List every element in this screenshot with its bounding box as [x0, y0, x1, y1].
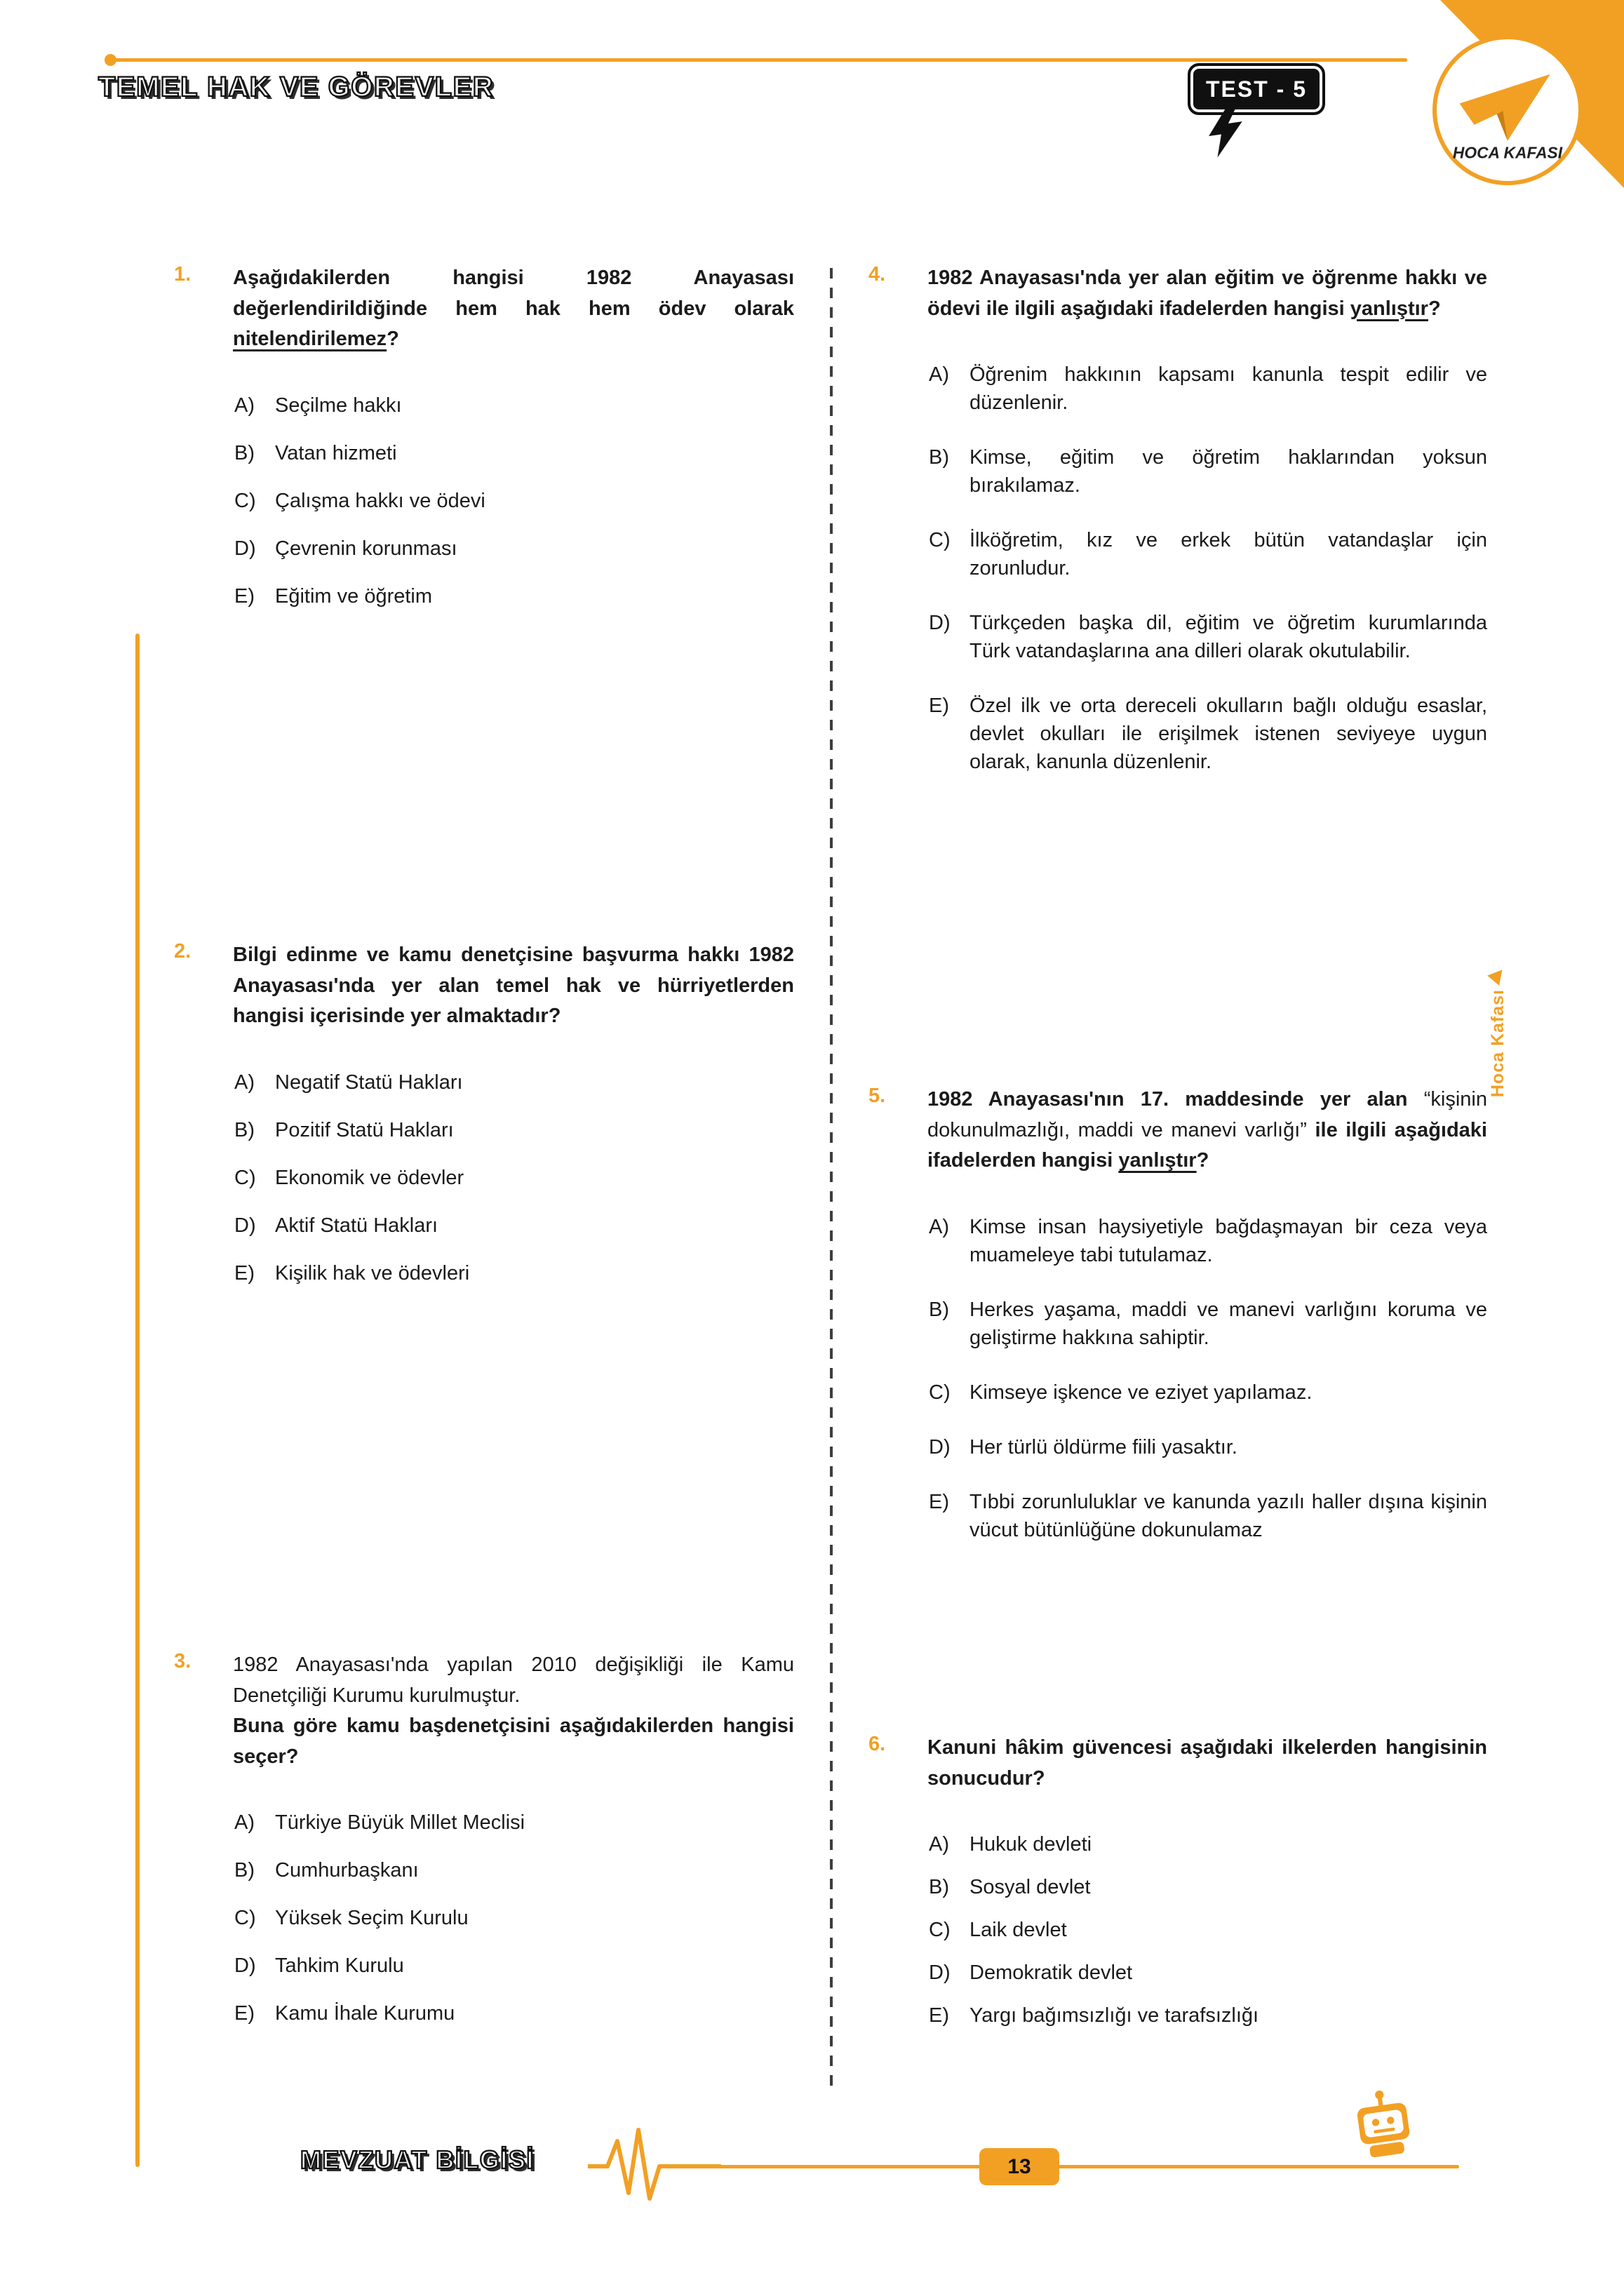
option-row [234, 1809, 794, 1837]
option-text: Yüksek Seçim Kurulu [275, 1907, 469, 1930]
option-row [929, 1296, 1487, 1352]
option-text: Pozitif Statü Hakları [275, 1118, 454, 1141]
option-label: A) [929, 1833, 949, 1856]
option-label: D) [234, 1954, 256, 1978]
brand-logo [1432, 35, 1583, 185]
option-text: Laik devlet [969, 1919, 1067, 1942]
option-row [234, 439, 794, 467]
question-text: Aşağıdakilerden hangisi 1982 Anayasası değerlendirildiğinde hem hak hem ödev olarak nitelendirilemez? [233, 267, 794, 350]
option-label: C) [929, 529, 951, 552]
option-row [234, 1164, 794, 1192]
option-label: E) [929, 1490, 949, 1513]
option-text: Kamu İhale Kurumu [275, 2002, 455, 2025]
option-text: Negatif Statü Hakları [275, 1071, 463, 1094]
option-label: E) [929, 695, 949, 718]
book-title: MEVZUAT BİLGİSİ [300, 2145, 535, 2174]
option-text: Aktif Statü Hakları [275, 1214, 438, 1237]
ekg-pulse-icon [588, 2124, 721, 2208]
option-row [929, 1488, 1487, 1544]
question-6 [868, 1733, 1487, 2044]
question-number: 6. [868, 1733, 886, 1755]
column-divider [830, 268, 833, 2092]
option-row [234, 1212, 794, 1240]
option-row [929, 443, 1487, 499]
option-row [929, 1873, 1487, 1901]
option-label: E) [234, 584, 255, 608]
option-text: Sosyal devlet [969, 1876, 1091, 1899]
option-text: İlköğretim, kız ve erkek bütün vatandaşlar için zorunludur. [969, 529, 1487, 580]
option-label: B) [929, 446, 949, 469]
question-text: Bilgi edinme ve kamu denetçisine başvurma hakkı 1982 Anayasası'nda yer alan temel hak ve hürriyetlerden hangisi içerisinde yer almaktadır? [233, 944, 794, 1027]
option-text: Herkes yaşama, maddi ve manevi varlığını koruma ve geliştirme hakkına sahiptir. [969, 1298, 1487, 1349]
option-label: C) [929, 1381, 951, 1404]
option-row [234, 1856, 794, 1884]
option-label: D) [234, 537, 256, 560]
option-text: Eğitim ve öğretim [275, 584, 433, 608]
option-label: D) [929, 612, 951, 635]
option-label: A) [929, 363, 949, 386]
option-label: B) [234, 1859, 255, 1882]
option-label: A) [929, 1215, 949, 1238]
option-label: B) [929, 1298, 949, 1321]
option-text: Çevrenin korunması [275, 537, 457, 560]
brand-logo-text: HOCA KAFASI [1452, 143, 1563, 162]
option-row [234, 1999, 794, 2027]
option-text: Türkçeden başka dil, eğitim ve öğretim kurumlarında Türk vatandaşlarına ana dilleri olarak okutulabilir. [969, 612, 1487, 663]
question-number: 5. [868, 1085, 886, 1107]
option-label: A) [234, 394, 255, 417]
option-row [234, 1952, 794, 1980]
option-label: B) [234, 1118, 255, 1141]
option-row [929, 1959, 1487, 1987]
question-text: Kanuni hâkim güvencesi aşağıdaki ilkelerden hangisinin sonucudur? [927, 1736, 1487, 1790]
option-label: A) [234, 1071, 255, 1094]
option-text: Tıbbi zorunluluklar ve kanunda yazılı haller dışına kişinin vücut bütünlüğüne dokunulamaz [969, 1490, 1487, 1541]
option-label: C) [929, 1919, 951, 1942]
question-number: 4. [868, 263, 886, 286]
question-3 [174, 1650, 794, 2047]
option-label: C) [234, 489, 256, 512]
option-label: E) [929, 2004, 949, 2027]
option-text: Her türlü öldürme fiili yasaktır. [969, 1435, 1237, 1458]
page-number-badge: 13 [979, 2148, 1059, 2185]
option-label: D) [234, 1214, 256, 1237]
question-number: 3. [174, 1650, 192, 1672]
option-row [929, 1916, 1487, 1944]
option-label: E) [234, 2002, 255, 2025]
option-text: Cumhurbaşkanı [275, 1859, 419, 1882]
question-text: 1982 Anayasası'nın 17. maddesinde yer alan “kişinin dokunulmazlığı, maddi ve manevi varlığı” ile ilgili aşağıdaki ifadelerden hangisi yanlıştır? [927, 1088, 1487, 1172]
question-number: 2. [174, 940, 192, 963]
option-row [929, 1379, 1487, 1407]
paper-plane-icon [1487, 965, 1508, 985]
lightning-icon [1204, 100, 1252, 158]
question-5 [868, 1085, 1487, 1571]
option-text: Seçilme hakkı [275, 394, 402, 417]
option-text: Yargı bağımsızlığı ve tarafsızlığı [969, 2004, 1259, 2027]
test-badge: TEST - 5 [1188, 63, 1325, 115]
option-text: Kimseye işkence ve eziyet yapılamaz. [969, 1381, 1313, 1404]
option-row [234, 1068, 794, 1096]
question-1 [174, 263, 794, 630]
option-row [929, 1830, 1487, 1858]
option-row [234, 582, 794, 610]
option-text: Türkiye Büyük Millet Meclisi [275, 1811, 525, 1834]
option-text: Kimse, eğitim ve öğretim haklarından yoksun bırakılamaz. [969, 446, 1487, 497]
option-row [929, 609, 1487, 665]
question-2 [174, 940, 794, 1307]
option-label: D) [929, 1961, 951, 1985]
paper-plane-icon [1441, 43, 1574, 177]
question-4 [868, 263, 1487, 803]
question-text: 1982 Anayasası'nda yapılan 2010 değişikliği ile Kamu Denetçiliği Kurumu kurulmuştur. Buna göre kamu başdenetçisini aşağıdakilerden hangisi seçer? [233, 1654, 794, 1768]
option-row [234, 487, 794, 515]
option-row [234, 1116, 794, 1144]
option-text: Kişilik hak ve ödevleri [275, 1261, 470, 1285]
option-text: Kimse insan haysiyetiyle bağdaşmayan bir ceza veya muameleye tabi tutulamaz. [969, 1215, 1487, 1266]
header-rule [115, 58, 1407, 62]
footer-rule [717, 2165, 1459, 2168]
page-title: TEMEL HAK VE GÖREVLER [98, 72, 495, 102]
option-text: Özel ilk ve orta dereceli okulların bağlı olduğu esaslar, devlet okulları ile erişilmek istenen seviyeye uygun olarak, kanunla düzenlenir. [969, 695, 1487, 774]
option-row [234, 535, 794, 563]
option-label: A) [234, 1811, 255, 1834]
option-label: B) [234, 441, 255, 464]
option-row [929, 692, 1487, 776]
option-text: Hukuk devleti [969, 1833, 1092, 1856]
option-label: E) [234, 1261, 255, 1285]
accent-sidebar [135, 633, 140, 2167]
option-text: Ekonomik ve ödevler [275, 1166, 464, 1189]
option-row [929, 2001, 1487, 2030]
option-text: Tahkim Kurulu [275, 1954, 404, 1978]
side-brand-text: Hoca Kafası [1487, 989, 1508, 1098]
side-brand [1482, 968, 1514, 1097]
option-label: B) [929, 1876, 949, 1899]
option-text: Öğrenim hakkının kapsamı kanunla tespit edilir ve düzenlenir. [969, 363, 1487, 415]
robot-icon [1347, 2085, 1421, 2162]
option-text: Demokratik devlet [969, 1961, 1133, 1985]
option-row [234, 391, 794, 420]
option-row [929, 1213, 1487, 1269]
option-row [929, 1433, 1487, 1461]
option-row [234, 1259, 794, 1287]
option-row [929, 526, 1487, 582]
option-text: Vatan hizmeti [275, 441, 397, 464]
option-label: C) [234, 1166, 256, 1189]
option-text: Çalışma hakkı ve ödevi [275, 489, 485, 512]
option-label: D) [929, 1435, 951, 1458]
question-text: 1982 Anayasası'nda yer alan eğitim ve öğrenme hakkı ve ödevi ile ilgili aşağıdaki ifadelerden hangisi yanlıştır? [927, 267, 1487, 320]
option-row [234, 1904, 794, 1932]
option-row [929, 361, 1487, 417]
option-label: C) [234, 1907, 256, 1930]
question-number: 1. [174, 263, 192, 286]
